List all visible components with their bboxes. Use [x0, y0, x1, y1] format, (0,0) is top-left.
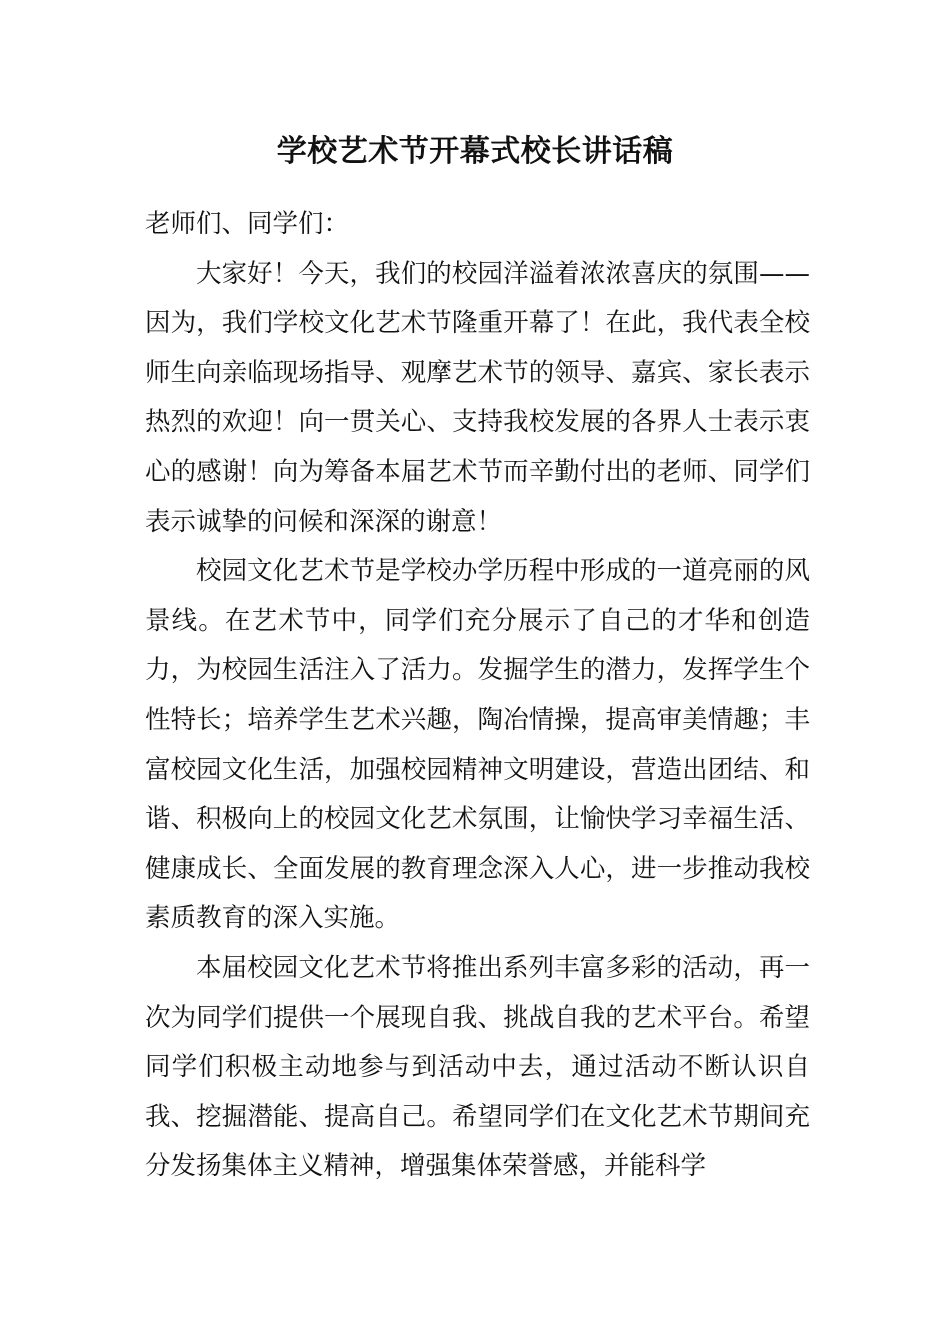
document-title: 学校艺术节开幕式校长讲话稿	[276, 134, 674, 169]
paragraph-2: 校园文化艺术节是学校办学历程中形成的一道亮丽的风景线。在艺术节中，同学们充分展示了自己的才华和创造力，为校园生活注入了活力。发掘学生的潜力，发挥学生个性特长；培养学生艺术兴趣，陶冶情操，提高审美情趣；丰富校园文化生活，加强校园精神文明建设，营造出团结、和谐、积极向上的校园文化艺术氛围，让愉快学习幸福生活、健康成长、全面发展的教育理念深入人心，进一步推动我校素质教育的深入实施。	[145, 556, 810, 934]
document-body	[145, 200, 810, 1192]
paragraph-3: 本届校园文化艺术节将推出系列丰富多彩的活动，再一次为同学们提供一个展现自我、挑战自我的艺术平台。希望同学们积极主动地参与到活动中去，通过活动不断认识自我、挖掘潜能、提高自己。希望同学们在文化艺术节期间充分发扬集体主义精神，增强集体荣誉感，并能科学	[145, 952, 810, 1182]
salutation: 老师们、同学们：	[145, 209, 350, 239]
paragraph-1: 大家好！今天，我们的校园洋溢着浓浓喜庆的氛围——因为，我们学校文化艺术节隆重开幕了！在此，我代表全校师生向亲临现场指导、观摩艺术节的领导、嘉宾、家长表示热烈的欢迎！向一贯关心、支持我校发展的各界人士表示衷心的感谢！向为筹备本届艺术节而辛勤付出的老师、同学们表示诚挚的问候和深深的谢意！	[145, 258, 810, 537]
